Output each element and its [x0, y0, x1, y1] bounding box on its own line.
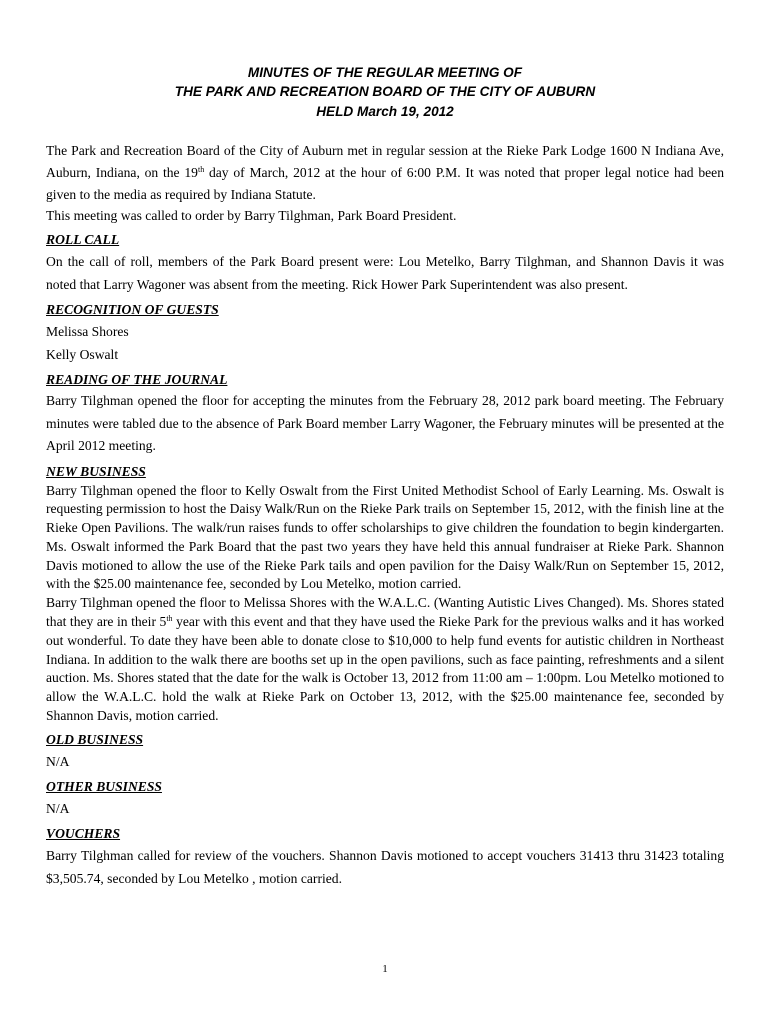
- page-number: 1: [382, 963, 388, 975]
- guest-name: Melissa Shores: [46, 324, 129, 339]
- ordinal-suffix: th: [166, 614, 173, 624]
- ordinal-suffix: th: [197, 165, 205, 174]
- journal-heading: READING OF THE JOURNAL: [46, 372, 228, 387]
- roll-call-text: On the call of roll, members of the Park Board present were: Lou Metelko, Barry Tilghman, and Shannon Davis it was noted that Larry Wagoner was absent from the meeting. Rick Hower Park Superintendent was also present.: [46, 254, 724, 292]
- new-business-paragraph-2: Barry Tilghman opened the floor to Melissa Shores with the W.A.L.C. (Wanting Autistic Lives Changed). Ms. Shores stated that they are in their 5th year with this event and that they have used the Rieke Park for the previous walks and it has worked out wonderful. To date they have been able to donate close to $10,000 to help fund events for autistic children in Northeast Indiana. In addition to the walk there are booths set up in the open pavilions, such as face painting, refreshments and a silent auction. Ms. Shores stated that the date for the walk is October 13, 2012 from 11:00 am – 1:00pm. Lou Metelko motioned to allow the W.A.L.C. hold the walk at Rieke Park on October 13, 2012, with the $25.00 maintenance fee, seconded by Shannon Davis, motion carried.: [46, 595, 725, 724]
- old-business-heading: OLD BUSINESS: [46, 731, 144, 747]
- intro-paragraph: The Park and Recreation Board of the City of Auburn met in regular session at the Rieke Park Lodge 1600 N Indiana Ave, Auburn, Indiana, on the 19th day of March, 2012 at the hour of 6:00 P.M. It was noted that proper legal notice had been given to the media as required by Indiana Statute.: [46, 143, 724, 202]
- other-business-text: N/A: [46, 800, 70, 816]
- old-business-text: N/A: [46, 753, 70, 769]
- title-date: HELD March 19, 2012: [316, 104, 454, 119]
- new-business-paragraph-1: Barry Tilghman opened the floor to Kelly Oswalt from the First United Methodist School of Early Learning. Ms. Oswalt is requesting permission to host the Daisy Walk/Run on the Rieke Park trails on September 15, 2012, with the finish line at the Rieke Open Pavilions. The walk/run raises funds to offer scholarships to give children the foundation to begin kindergarten. Ms. Oswalt informed the Park Board that the past two years they have held this annual fundraiser at Rieke Park. Shannon Davis motioned to allow the use of the Rieke Park tails and open pavilion for the Daisy Walk/Run on September 15, 2012, with the $25.00 maintenance fee, seconded by Lou Metelko, motion carried.: [46, 482, 724, 592]
- new-business-heading: NEW BUSINESS: [46, 463, 146, 479]
- guests-heading: RECOGNITION OF GUESTS: [46, 302, 219, 317]
- vouchers-text: Barry Tilghman called for review of the vouchers. Shannon Davis motioned to accept vouchers 31413 thru 31423 totaling $3,505.74, seconded by Lou Metelko , motion carried.: [46, 847, 724, 886]
- roll-call-heading: ROLL CALL: [46, 232, 120, 247]
- other-business-heading: OTHER BUSINESS: [46, 778, 162, 794]
- title-line-2: THE PARK AND RECREATION BOARD OF THE CITY OF AUBURN: [174, 84, 596, 99]
- vouchers-heading: VOUCHERS: [46, 825, 121, 841]
- call-to-order: This meeting was called to order by Barry Tilghman, Park Board President.: [46, 208, 457, 223]
- journal-text: Barry Tilghman opened the floor for accepting the minutes from the February 28, 2012 park board meeting. The February minutes were tabled due to the absence of Park Board member Larry Wagoner, the February minutes will be presented at the April 2012 meeting.: [46, 393, 724, 453]
- title-line-1: MINUTES OF THE REGULAR MEETING OF: [247, 65, 523, 80]
- guest-name: Kelly Oswalt: [46, 347, 119, 362]
